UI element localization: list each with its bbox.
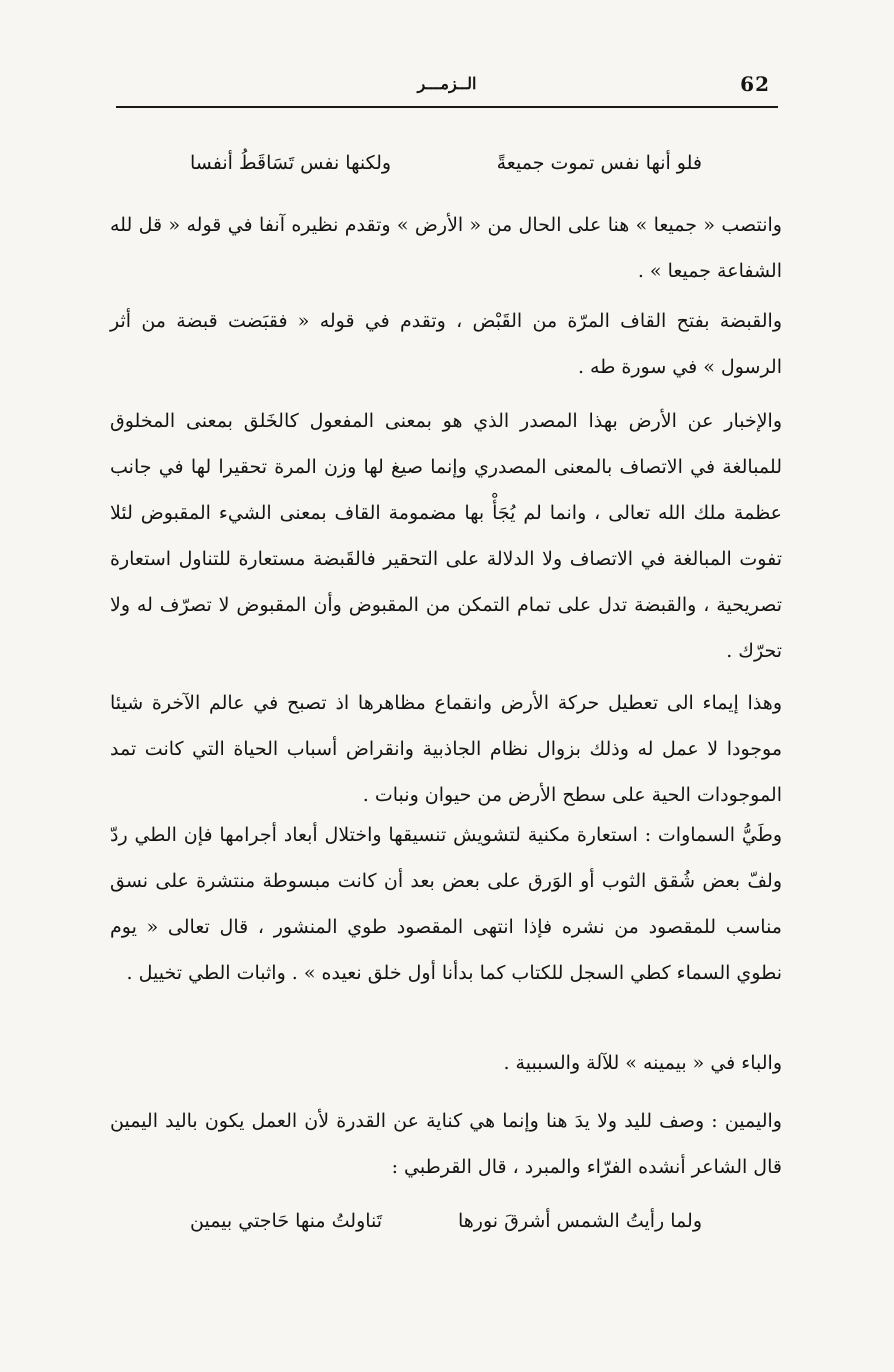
verse-first-hemistich: فلو أنها نفس تموت جميعةً [496, 152, 702, 174]
poetry-verse [170, 140, 722, 186]
verse-second-hemistich: تَناولتُ منها حَاجتي بيمين [190, 1210, 383, 1232]
page-header [116, 68, 778, 108]
paragraph: واليمين : وصف لليد ولا يدَ هنا وإنما هي كناية عن القدرة لأن العمل يكون باليد اليمين قال الشاعر أنشده الفرّاء والمبرد ، قال القرطبي : [110, 1110, 782, 1178]
paragraph: والقبضة بفتح القاف المرّة من القَبْض ، وتقدم في قوله « فقبَضت قبضة من أثر الرسول » في سورة طه . [110, 310, 782, 378]
paragraph: والباء في « بيمينه » للآلة والسببية . [503, 1052, 782, 1074]
paragraph: وانتصب « جميعا » هنا على الحال من « الأرض » وتقدم نظيره آنفا في قوله « قل لله الشفاعة جميعا » . [110, 214, 782, 282]
paragraph: وهذا إيماء الى تعطيل حركة الأرض وانقماع مظاهرها اذ تصبح في عالم الآخرة شيئا موجودا لا عمل له وذلك بزوال نظام الجاذبية وانقراض أسباب الحياة التي كانت تمد الموجودات الحية على سطح الأرض من حيوان ونبات . [110, 692, 782, 806]
verse-second-hemistich: ولكنها نفس تَسَاقَطُ أنفسا [190, 152, 392, 174]
paragraph: وطَيُّ السماوات : استعارة مكنية لتشويش تنسيقها واختلال أبعاد أجرامها فإن الطي ردّ ولفّ بعض شُقق الثوب أو الوَرق على بعض بعد أن كانت مبسوطة منتشرة على نسق مناسب للمقصود من نشره فإذا انتهى المقصود طوي المنشور ، قال تعالى « يوم نطوي السماء كطي السجل للكتاب كما بدأنا أول خلق نعيده » . واثبات الطي تخييل . [110, 824, 782, 984]
paragraph: والإخبار عن الأرض بهذا المصدر الذي هو بمعنى المفعول كالخَلق بمعنى المخلوق للمبالغة في الاتصاف بالمعنى المصدري وإنما صيغ لها وزن المرة تحقيرا لها في جانب عظمة ملك الله تعالى ، وانما لم يُجَأْ بها مضمومة القاف بمعنى الشيء المقبوض لئلا تفوت المبالغة في الاتصاف ولا الدلالة على التحقير فالقَبضة مستعارة للتناول استعارة تصريحية ، والقبضة تدل على تمام التمكن من المقبوض وأن المقبوض لا تصرّف له ولا تحرّك . [110, 410, 782, 662]
verse-first-hemistich: ولما رأيتُ الشمس أشرقَ نورها [457, 1210, 702, 1232]
page-number: 62 [740, 72, 770, 96]
running-title: الــزمـــر [417, 74, 477, 93]
poetry-verse [170, 1198, 722, 1244]
